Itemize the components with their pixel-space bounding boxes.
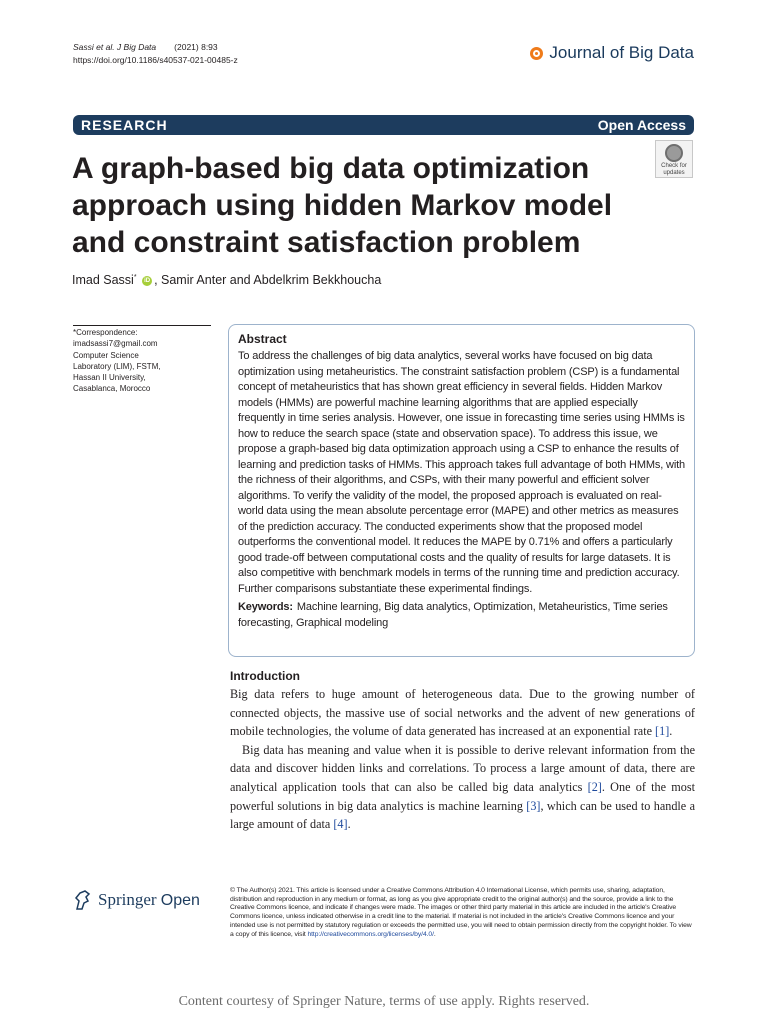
keywords-label: Keywords: [238, 601, 293, 613]
journal-name: Journal of Big Data [549, 43, 694, 62]
affiliation-line: Hassan II University, [73, 373, 146, 383]
article-title: A graph-based big data optimization approach using hidden Markov model and constraint satisfaction problem [72, 152, 613, 259]
correspondence-rule [73, 325, 211, 326]
citation-link[interactable]: [2] [587, 779, 602, 794]
citation-meta [73, 41, 238, 67]
springer-open-logo [73, 889, 200, 911]
introduction-body [230, 685, 695, 834]
abstract-box [228, 324, 695, 657]
intro-paragraph: Big data has meaning and value when it is possible to derive relevant information from the data and discover hidden links and correlations. To process a large amount of data, there are analytical application tools that can also be called big data analytics [2]. One of the most powerful solutions in big data analytics is machine learning [3], which can be used to handle a large amount of data [4]. [230, 742, 695, 832]
keywords-list: Machine learning, Big data analytics, Optimization, Metaheuristics, Time series forecasting, Graphical modeling [238, 601, 668, 629]
citation-source: Sassi et al. J Big Data [73, 42, 157, 52]
affiliation-line: Laboratory (LIM), FSTM, [73, 361, 161, 371]
springer-wordmark: Springer Open [98, 890, 200, 909]
citation-volume: (2021) 8:93 [174, 42, 218, 52]
courtesy-footer: Content courtesy of Springer Nature, terms of use apply. Rights reserved. [178, 994, 590, 1009]
keywords [238, 600, 686, 631]
open-access-label: Open Access [597, 117, 686, 133]
citation-link[interactable]: [1] [655, 724, 670, 739]
check-updates-icon [665, 144, 683, 162]
check-updates-label: Check for updates [661, 163, 687, 176]
introduction-heading: Introduction [230, 669, 300, 683]
other-authors: , Samir Anter and Abdelkrim Bekkhoucha [154, 273, 382, 287]
check-for-updates-badge[interactable] [655, 140, 693, 178]
article-type-label: RESEARCH [81, 117, 168, 133]
affiliation-line: Computer Science [73, 350, 139, 360]
abstract-text: To address the challenges of big data analytics, several works have focused on big data optimization using metaheuristics. The constraint satisfaction problem (CSP) is a fundamental concept of metaheuristics that has shown great efficiency in several fields. Hidden Markov models (HMMs) are powerful machine learning algorithms that are applied especially frequently in time series analysis. However, one issue in forecasting time series using HMMs is how to reduce the search space (state and observation space). To address this issue, we propose a graph-based big data optimization approach using a CSP to enhance the results of learning and prediction tasks of HMMs. This approach takes full advantage of both HMMs, with the richness of their algorithms, and CSPs, with their many powerful and efficient solver algorithms. To verify the validity of the model, the proposed approach is evaluated on real-world data using the mean absolute percentage error (MAPE) and other metrics as measures of the prediction accuracy. The conducted experiments show that the proposed model outperforms the conventional model. It reduces the MAPE by 0.71% and offers a particularly good trade-off between computational costs and the quality of results for large datasets. It is also competitive with benchmark models in terms of the running time and prediction accuracy. Further comparisons substantiate these experimental findings. [238, 350, 686, 595]
article-type-banner [73, 115, 694, 135]
first-author[interactable]: Imad Sassi [72, 273, 134, 287]
author-list [72, 273, 381, 287]
correspondence-block [73, 327, 213, 395]
affiliation-line: Casablanca, Morocco [73, 384, 151, 394]
license-text: © The Author(s) 2021. This article is licensed under a Creative Commons Attribution 4.0 International License, which permits use, sharing, adaptation, distribution and reproduction in any medium or format, as long as you give appropriate credit to the original author(s) and the source, provide a link to the Creative Commons licence, and indicate if changes were made. The images or other third party material in this article are included in the article's Creative Commons licence, unless indicated otherwise in a credit line to the material. If material is not included in the article's Creative Commons licence and your intended use is not permitted by statutory regulation or exceeds the permitted use, you will need to obtain permission directly from the copyright holder. To view a copy of this licence, visit http://creativecommons.org/licenses/by/4.0/. [230, 887, 692, 938]
journal-logo-icon [530, 47, 543, 60]
doi-link[interactable]: https://doi.org/10.1186/s40537-021-00485-z [73, 55, 238, 65]
abstract-heading: Abstract [238, 332, 287, 346]
license-link[interactable]: http://creativecommons.org/licenses/by/4.0/ [307, 930, 434, 938]
springer-horse-icon [73, 889, 93, 911]
correspondence-email[interactable]: imadsassi7@gmail.com [73, 339, 158, 349]
journal-brand[interactable] [530, 43, 694, 63]
correspondence-label: *Correspondence: [73, 328, 138, 337]
corresponding-mark: * [133, 273, 137, 281]
citation-link[interactable]: [4] [333, 817, 348, 832]
intro-paragraph: Big data refers to huge amount of heterogeneous data. Due to the growing number of connected objects, the massive use of social networks and the advent of new generations of mobile technologies, the volume of data generated has increased at an exponential rate [1]. [230, 687, 695, 739]
orcid-icon[interactable]: iD [144, 277, 151, 284]
citation-link[interactable]: [3] [526, 798, 541, 813]
